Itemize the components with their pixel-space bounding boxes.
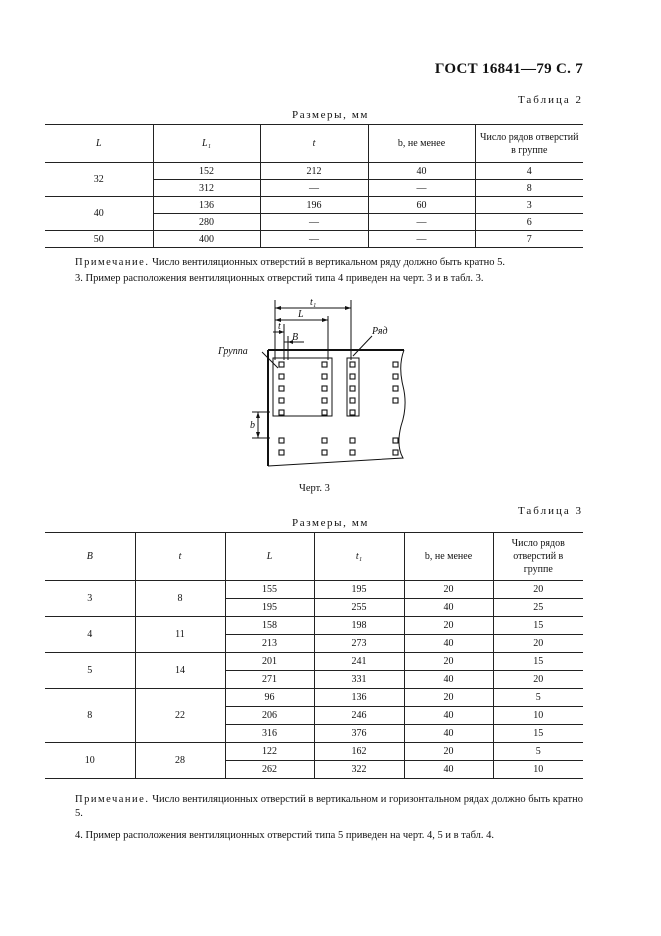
vent-hole (393, 398, 398, 403)
table3-cell: 206 (225, 707, 314, 725)
vent-hole (393, 386, 398, 391)
table3-cell: 40 (404, 635, 493, 653)
table2-cell: 212 (260, 163, 368, 180)
table3-cell: 198 (314, 617, 404, 635)
table2-cell: 136 (153, 197, 260, 214)
page-header: ГОСТ 16841—79 С. 7 (434, 61, 583, 77)
table3-cell: 96 (225, 689, 314, 707)
vent-hole (322, 362, 327, 367)
drawing-caption: Черт. 3 (299, 483, 330, 494)
table3-caption: Размеры, мм (292, 517, 369, 529)
table3-cell: 15 (493, 725, 583, 743)
table2-caption: Размеры, мм (292, 109, 369, 121)
table3-cell: 20 (493, 581, 583, 599)
table2-header-rows: Число рядов отверстий в группе (475, 125, 583, 163)
table3-cell: 40 (404, 707, 493, 725)
vent-hole (350, 398, 355, 403)
vent-hole (322, 410, 327, 415)
vent-hole (350, 450, 355, 455)
table2-cell: 280 (153, 214, 260, 231)
table2-cell: 152 (153, 163, 260, 180)
table3-header-B: B (45, 533, 135, 581)
table-row (45, 689, 583, 707)
table3-cell: 273 (314, 635, 404, 653)
vent-hole (279, 450, 284, 455)
table2-note (75, 256, 583, 270)
table3-cell: 20 (404, 617, 493, 635)
vent-hole (322, 374, 327, 379)
table3-cell: 262 (225, 761, 314, 779)
table2-label: Таблица 2 (517, 94, 583, 106)
vent-hole (393, 374, 398, 379)
vent-hole (350, 386, 355, 391)
table3-cell: 201 (225, 653, 314, 671)
vent-hole (279, 398, 284, 403)
table3-cell: 10 (493, 707, 583, 725)
label-group: Группа (218, 346, 248, 357)
table-row (45, 581, 583, 599)
table3-note (75, 793, 583, 821)
table2-cell: — (260, 180, 368, 197)
table3-cell-B: 10 (45, 743, 135, 779)
table2-cell: 4 (475, 163, 583, 180)
table3-cell-t: 14 (135, 653, 225, 689)
vent-hole (393, 450, 398, 455)
table-row (45, 231, 583, 248)
label-row: Ряд (372, 326, 388, 337)
vent-hole (350, 362, 355, 367)
table3-cell: 158 (225, 617, 314, 635)
table3-cell: 25 (493, 599, 583, 617)
label-b: b (250, 420, 255, 431)
table3-cell: 162 (314, 743, 404, 761)
table3-cell: 20 (404, 653, 493, 671)
table3-cell: 122 (225, 743, 314, 761)
vent-hole (322, 386, 327, 391)
table3-cell: 136 (314, 689, 404, 707)
table2-cell: 6 (475, 214, 583, 231)
label-L: L (298, 309, 304, 320)
table3-cell: 195 (314, 581, 404, 599)
vent-hole (350, 438, 355, 443)
paragraph-3: 3. Пример расположения вентиляционных отверстий типа 4 приведен на черт. 3 и в табл. 3. (75, 273, 484, 284)
table3-header-t1: t₁ (314, 533, 404, 581)
table3-cell: 40 (404, 599, 493, 617)
vent-hole (279, 438, 284, 443)
table2-cell: 7 (475, 231, 583, 248)
vent-hole (279, 386, 284, 391)
table-row (45, 617, 583, 635)
table2-header-L1: L₁ (153, 125, 260, 163)
table-row (45, 653, 583, 671)
table2 (45, 124, 583, 248)
vent-hole (393, 362, 398, 367)
table2-cell: 3 (475, 197, 583, 214)
table3-cell: 195 (225, 599, 314, 617)
table3-cell: 20 (493, 671, 583, 689)
vent-hole (350, 410, 355, 415)
vent-hole (322, 438, 327, 443)
table2-header-b: b, не менее (368, 125, 475, 163)
note-label: Примечание. (75, 257, 150, 268)
label-t1: t₁ (310, 297, 317, 308)
table2-cell-L: 32 (45, 163, 153, 197)
table3-cell: 40 (404, 725, 493, 743)
table2-cell: 196 (260, 197, 368, 214)
table3-cell: 246 (314, 707, 404, 725)
table3-header-L: L (225, 533, 314, 581)
table-row (45, 197, 583, 214)
table3-cell: 155 (225, 581, 314, 599)
table3-header-t: t (135, 533, 225, 581)
table2-cell: 400 (153, 231, 260, 248)
table3 (45, 532, 583, 779)
table3-cell: 376 (314, 725, 404, 743)
table3-cell: 316 (225, 725, 314, 743)
paragraph-4: 4. Пример расположения вентиляционных отверстий типа 5 приведен на черт. 4, 5 и в табл. 4. (75, 830, 495, 841)
vent-hole (279, 374, 284, 379)
table3-cell: 5 (493, 743, 583, 761)
table2-cell-L: 50 (45, 231, 153, 248)
table3-cell-B: 5 (45, 653, 135, 689)
table3-cell: 213 (225, 635, 314, 653)
table3-cell: 5 (493, 689, 583, 707)
table3-cell-t: 8 (135, 581, 225, 617)
note-text: Число вентиляционных отверстий в вертикальном и горизонтальном рядах должно быть кратно 5. (75, 794, 583, 819)
table3-cell: 331 (314, 671, 404, 689)
table3-cell: 20 (404, 743, 493, 761)
table3-cell: 15 (493, 653, 583, 671)
note-text: Число вентиляционных отверстий в вертикальном ряду должно быть кратно 5. (152, 257, 505, 268)
table2-cell: 8 (475, 180, 583, 197)
table3-cell-t: 11 (135, 617, 225, 653)
table2-cell-L: 40 (45, 197, 153, 231)
label-t: t (278, 321, 281, 332)
table3-cell: 241 (314, 653, 404, 671)
table-row (45, 163, 583, 180)
table2-header-t: t (260, 125, 368, 163)
table2-cell: — (368, 231, 475, 248)
table2-cell: 312 (153, 180, 260, 197)
table3-cell: 271 (225, 671, 314, 689)
vent-hole (322, 450, 327, 455)
table3-header-b: b, не менее (404, 533, 493, 581)
table3-label: Таблица 3 (517, 505, 583, 517)
vent-hole (393, 438, 398, 443)
table3-cell: 40 (404, 761, 493, 779)
vent-hole (279, 410, 284, 415)
table3-cell-B: 3 (45, 581, 135, 617)
vent-hole (322, 398, 327, 403)
table3-cell: 20 (493, 635, 583, 653)
note-label: Примечание. (75, 794, 150, 805)
table3-header-rows: Число рядов отверстий в группе (493, 533, 583, 581)
table3-cell-t: 22 (135, 689, 225, 743)
table2-header-L: L (45, 125, 153, 163)
table2-cell: — (368, 214, 475, 231)
table3-cell: 255 (314, 599, 404, 617)
label-B: B (292, 332, 299, 343)
table3-cell: 20 (404, 689, 493, 707)
table3-cell: 40 (404, 671, 493, 689)
vent-hole (350, 374, 355, 379)
table2-cell: 40 (368, 163, 475, 180)
table2-cell: — (260, 214, 368, 231)
table3-cell: 10 (493, 761, 583, 779)
table-row (45, 743, 583, 761)
table2-cell: — (260, 231, 368, 248)
table3-cell-t: 28 (135, 743, 225, 779)
vent-hole (279, 362, 284, 367)
table3-cell-B: 4 (45, 617, 135, 653)
table3-cell-B: 8 (45, 689, 135, 743)
table3-cell: 15 (493, 617, 583, 635)
drawing-3 (200, 296, 420, 476)
table2-cell: 60 (368, 197, 475, 214)
table2-cell: — (368, 180, 475, 197)
table3-cell: 20 (404, 581, 493, 599)
table3-cell: 322 (314, 761, 404, 779)
